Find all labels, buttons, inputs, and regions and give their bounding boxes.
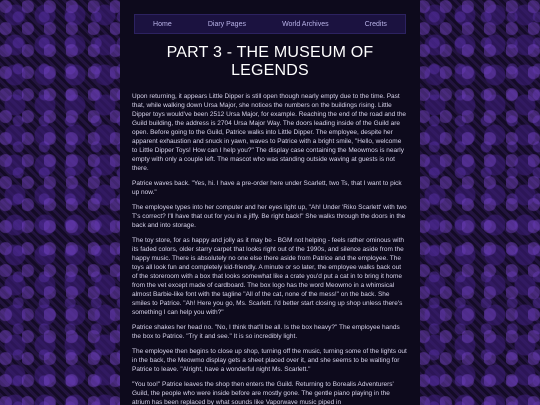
nav-link-diary-pages[interactable]: Diary Pages	[207, 20, 246, 28]
story-paragraph: The employee types into her computer and her eyes light up, "Ah! Under 'Riko Scarlett' with two T's correct? I'll have that out for you in a jiffy. Be right back!" She walks through the doors in the back and into storage.	[132, 204, 407, 229]
nav-link-home[interactable]: Home	[153, 20, 172, 28]
story-paragraph: The employee then begins to close up shop, turning off the music, turning some of the lights out in the back, the Meowmo display gets a sheet placed over it, and she seems to be waiting for Patrice to leave. "Alright, have a wonderful night Ms. Scarlett."	[132, 348, 407, 373]
story-paragraph: The toy store, for as happy and jolly as it may be - BGM not helping - feels rather ominous with its faded colors, older starry carpet that looks right out of the 1990s, and silence aside from the happy music. There is absolutely no one else there aside from Patrice and the employee. The toys all look fun and completely kid-friendly. A minute or so later, the employee walks back out of the storeroom with a box that looks somewhat like a crate you'd put a cat in to bring it home from the vet except made of cardboard. The box logo has the word Meowmo in a whimsical almost Barbie-like font with the tagline "All of the cat, none of the mess!" on the back. She smiles to Patrice. "Ah! Here you go, Ms. Scarlett. I'd better start closing up shop unless there's something I can help you with?"	[132, 237, 405, 316]
nav-link-credits[interactable]: Credits	[364, 20, 387, 28]
story-paragraph: "You too!" Patrice leaves the shop then enters the Guild. Returning to Borealis Adventurers' Guild, the people who were inside before are mostly gone. The gentle piano playing in the atrium has been replaced by what sounds like Vaporwave music piped in	[132, 381, 394, 405]
top-nav	[134, 14, 406, 34]
page-title: PART 3 - THE MUSEUM OF LEGENDS	[166, 44, 374, 79]
story-body	[132, 92, 408, 405]
story-paragraph: Upon returning, it appears Little Dipper is still open though nearly empty due to the time. Past that, while walking down Ursa Major, she notices the numbers on the buildings rising. Little Dipper toys would've been 2512 Ursa Major, for example. Reaching the end of the road and the Guild building, the address is 2704 Ursa Major Way. The doors leading inside of the Guild are open. Before going to the Guild, Patrice walks into Little Dipper. The employee, despite her apparent exhaustion and snuck in yawn, waves to Patrice with a bright smile, "Hello, welcome to Little Dipper Toys! How can I help you?" The display case containing the Meowmos is nearly empty with only a couple left. The mascot who was standing outside waving at guests is not there.	[132, 93, 407, 172]
story-paragraph: Patrice waves back. "Yes, hi. I have a pre-order here under Scarlett, two Ts, that I want to pick up now."	[132, 180, 402, 196]
content-panel	[120, 0, 420, 405]
story-paragraph: Patrice shakes her head no. "No, I think that'll be all. Is the box heavy?" The employee hands the box to Patrice. "Try it and see." It is so incredibly light.	[132, 324, 400, 340]
nav-link-world-archives[interactable]: World Archives	[282, 20, 329, 28]
